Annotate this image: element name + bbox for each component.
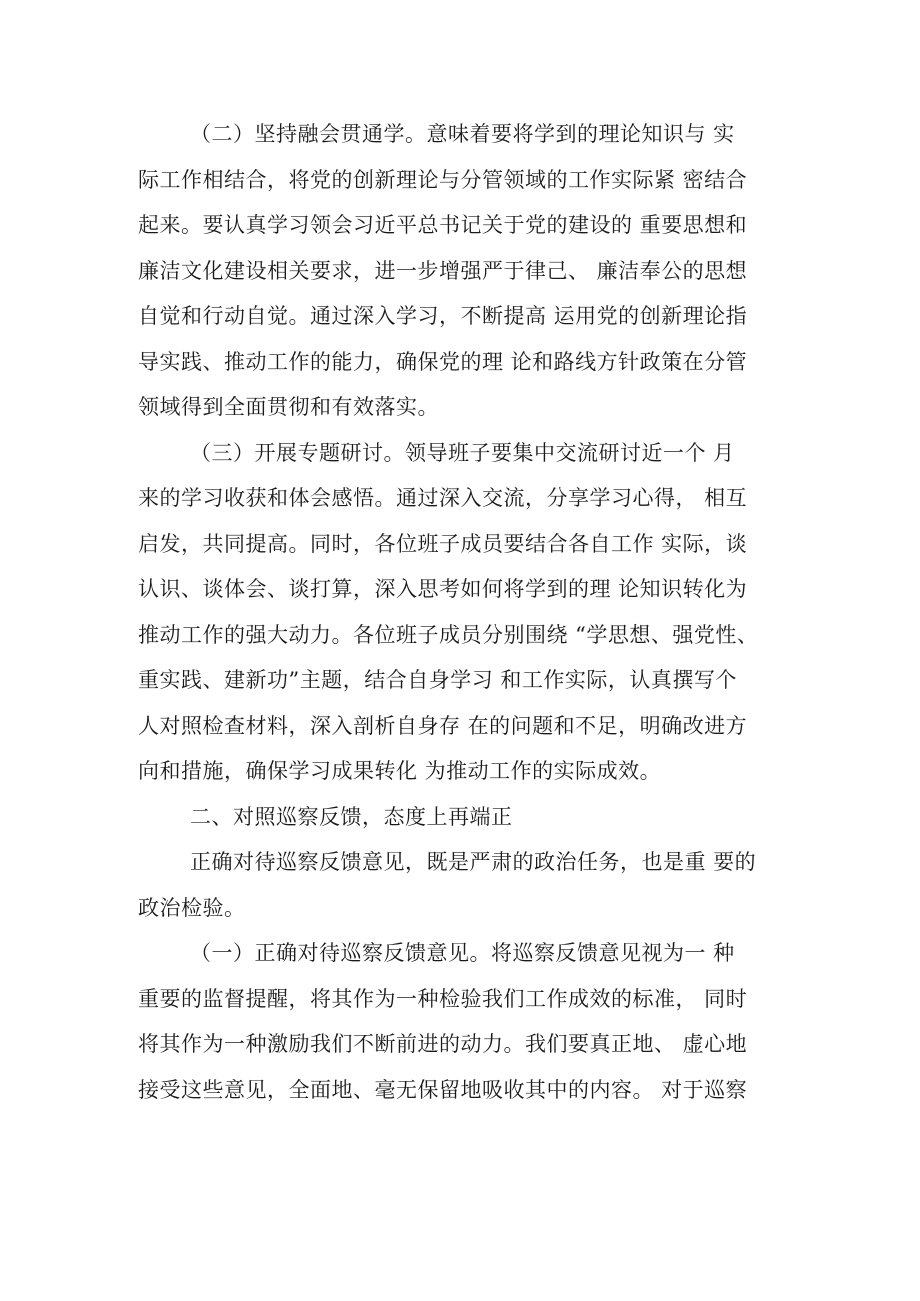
text-line: 接受这些意见，全面地、毫无保留地吸收其中的内容。 对于巡察 [138, 1077, 748, 1102]
text-line: 政治检验。 [138, 895, 246, 920]
text-line: 正确对待巡察反馈意见，既是严肃的政治任务，也是重 要的 [190, 850, 757, 874]
text-line: （二）坚持融会贯通学。意味着要将学到的理论知识与 实 [190, 122, 735, 146]
paragraph-inspection-intro [138, 840, 798, 931]
section-heading [138, 795, 798, 841]
text-line: 认识、谈体会、谈打算，深入思考如何将学到的理 论知识转化为 [138, 577, 748, 601]
text-line: 向和措施，确保学习成果转化 为推动工作的实际成效。 [138, 759, 662, 783]
text-line: 自觉和行动自觉。通过深入学习，不断提高 运用党的创新理论指 [138, 304, 748, 328]
heading-line: 二、对照巡察反馈，态度上再端正 [190, 804, 513, 829]
paragraph-thematic-discussion [138, 431, 798, 795]
paragraph-inspection-feedback [138, 931, 798, 1113]
text-line: 人对照检查材料，深入剖析自身存 在的问题和不足，明确改进方 [138, 713, 748, 738]
text-line: 领域得到全面贯彻和有效落实。 [138, 395, 439, 419]
document-body [138, 112, 798, 1113]
text-line: 将其作为一种激励我们不断前进的动力。我们要真正地、 虚心地 [138, 1032, 748, 1056]
text-line: （三）开展专题研讨。领导班子要集中交流研讨近一个 月 [190, 440, 735, 465]
text-line: 廉洁文化建设相关要求，进一步增强严于律己、 廉洁奉公的思想 [138, 258, 748, 283]
paragraph-integrate-learning [138, 112, 798, 431]
text-line: 推动工作的强大动力。各位班子成员分别围绕 “学思想、强党性、 [138, 622, 759, 647]
text-line: 导实践、推动工作的能力，确保党的理 论和路线方针政策在分管 [138, 349, 748, 374]
text-line: 重要的监督提醒，将其作为一种检验我们工作成效的标准， 同时 [138, 986, 748, 1011]
text-line: （一）正确对待巡察反馈意见。将巡察反馈意见视为一 种 [190, 941, 735, 965]
text-line: 启发，共同提高。同时，各位班子成员要结合各自工作 实际，谈 [138, 531, 748, 556]
text-line: 际工作相结合，将党的创新理论与分管领域的工作实际紧 密结合 [138, 167, 748, 192]
text-line: 重实践、建新功”主题，结合自身学习 和工作实际，认真撰写个 [138, 668, 737, 692]
text-line: 来的学习收获和体会感悟。通过深入交流，分享学习心得， 相互 [138, 486, 748, 510]
text-line: 起来。要认真学习领会习近平总书记关于党的建设的 重要思想和 [138, 213, 748, 237]
